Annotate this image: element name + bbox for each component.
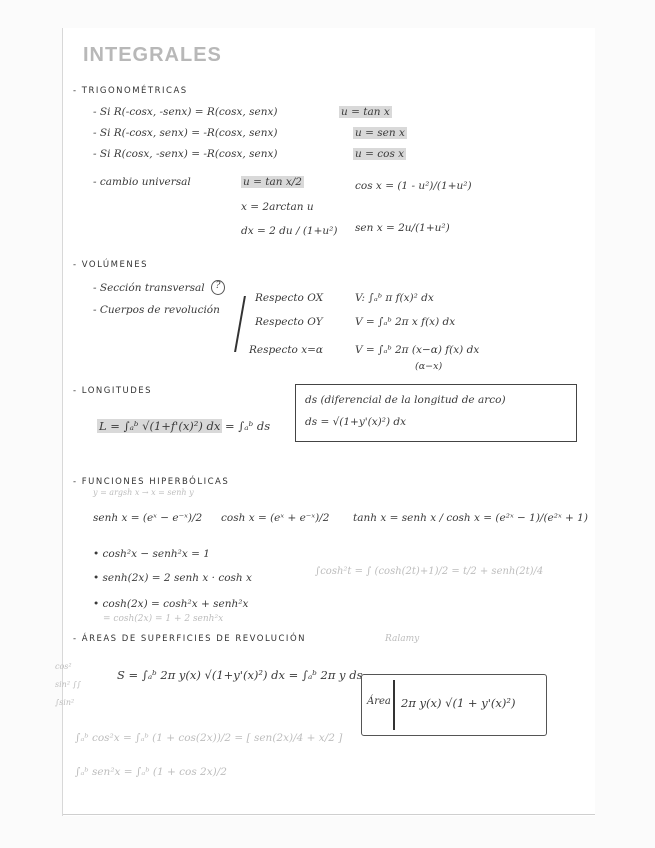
page-bottom-edge	[63, 814, 595, 815]
area-box-divider	[393, 680, 395, 730]
vol-xa: Respecto x=α	[249, 344, 324, 356]
area-box-label: Área	[367, 696, 391, 707]
long-heading: - LONGITUDES	[73, 386, 153, 396]
vol-ox-formula: V: ∫ₐᵇ π f(x)² dx	[355, 292, 434, 304]
vol-xa-sub: (α−x)	[415, 361, 443, 372]
areas-faint-note: Ralamy	[385, 634, 420, 644]
cambio-sen: sen x = 2u/(1+u²)	[355, 222, 450, 234]
vol-ox: Respecto OX	[255, 292, 324, 304]
trig-rule-2: - Si R(-cosx, senx) = -R(cosx, senx)	[93, 127, 278, 139]
trig-rule-2-sub: u = sen x	[355, 127, 405, 139]
hyp-identity-3b: = cosh(2x) = 1 + 2 senh²x	[103, 614, 224, 624]
areas-heading: - ÁREAS DE SUPERFICIES DE REVOLUCIÓN	[73, 634, 306, 644]
senh-def: senh x = (eˣ − e⁻ˣ)/2	[93, 512, 203, 524]
areas-faint-cos2: ∫ₐᵇ cos²x = ∫ₐᵇ (1 + cos(2x))/2 = [ sen(2x)/4 + x/2 ]	[75, 732, 343, 744]
vol-heading: - VOLÚMENES	[73, 260, 148, 270]
cambio-universal-label: - cambio universal	[93, 176, 191, 188]
cambio-cos: cos x = (1 - u²)/(1+u²)	[355, 180, 472, 192]
area-box-formula: 2π y(x) √(1 + y'(x)²)	[401, 696, 516, 710]
hyp-identity-1: • cosh²x − senh²x = 1	[93, 548, 210, 560]
notes-sheet	[55, 28, 595, 816]
ds-definition-box	[295, 384, 577, 442]
page-title: INTEGRALES	[83, 44, 222, 66]
trig-rule-3-sub: u = cos x	[355, 148, 405, 160]
hyp-identity-3: • cosh(2x) = cosh²x + senh²x	[93, 598, 249, 610]
margin-faint-notes: cos² sin² ∫∫ ∫sin²	[55, 662, 81, 707]
trig-heading: - TRIGONOMÉTRICAS	[73, 86, 188, 96]
cambio-dx: dx = 2 du / (1+u²)	[241, 225, 338, 237]
trig-rule-1-sub: u = tan x	[341, 106, 390, 118]
vol-oy: Respecto OY	[255, 316, 323, 328]
ds-definition: ds (diferencial de la longitud de arco)	[305, 394, 506, 406]
long-ds: = ∫ₐᵇ ds	[225, 419, 271, 433]
question-mark-icon: ?	[211, 280, 225, 295]
ds-formula: ds = √(1+y'(x)²) dx	[305, 416, 407, 428]
vol-oy-formula: V = ∫ₐᵇ 2π x f(x) dx	[355, 316, 456, 328]
hyp-faint-integral: ∫cosh²t = ∫ (cosh(2t)+1)/2 = t/2 + senh(2t)/4	[315, 566, 544, 577]
brace-line	[234, 296, 245, 352]
vol-seccion: - Sección transversal	[93, 282, 205, 294]
vol-xa-formula: V = ∫ₐᵇ 2π (x−α) f(x) dx	[355, 344, 480, 356]
areas-faint-sen2: ∫ₐᵇ sen²x = ∫ₐᵇ (1 + cos 2x)/2	[75, 766, 227, 778]
hyp-heading: - FUNCIONES HIPERBÓLICAS	[73, 477, 230, 487]
areas-formula: S = ∫ₐᵇ 2π y(x) √(1+y'(x)²) dx = ∫ₐᵇ 2π y ds	[117, 668, 363, 682]
cambio-u: u = tan x/2	[243, 176, 302, 188]
trig-rule-3: - Si R(cosx, -senx) = -R(cosx, senx)	[93, 148, 278, 160]
hyp-identity-2: • senh(2x) = 2 senh x · cosh x	[93, 572, 252, 584]
tanh-def: tanh x = senh x / cosh x = (e²ˣ − 1)/(e²ˣ + 1)	[353, 512, 588, 524]
trig-rule-1: - Si R(-cosx, -senx) = R(cosx, senx)	[93, 106, 278, 118]
cambio-x: x = 2arctan u	[241, 201, 314, 213]
vol-cuerpos: - Cuerpos de revolución	[93, 304, 220, 316]
hyp-faint-note: y = argsh x → x = senh y	[93, 488, 194, 497]
cosh-def: cosh x = (eˣ + e⁻ˣ)/2	[221, 512, 330, 524]
long-formula: L = ∫ₐᵇ √(1+f'(x)²) dx	[99, 419, 221, 433]
